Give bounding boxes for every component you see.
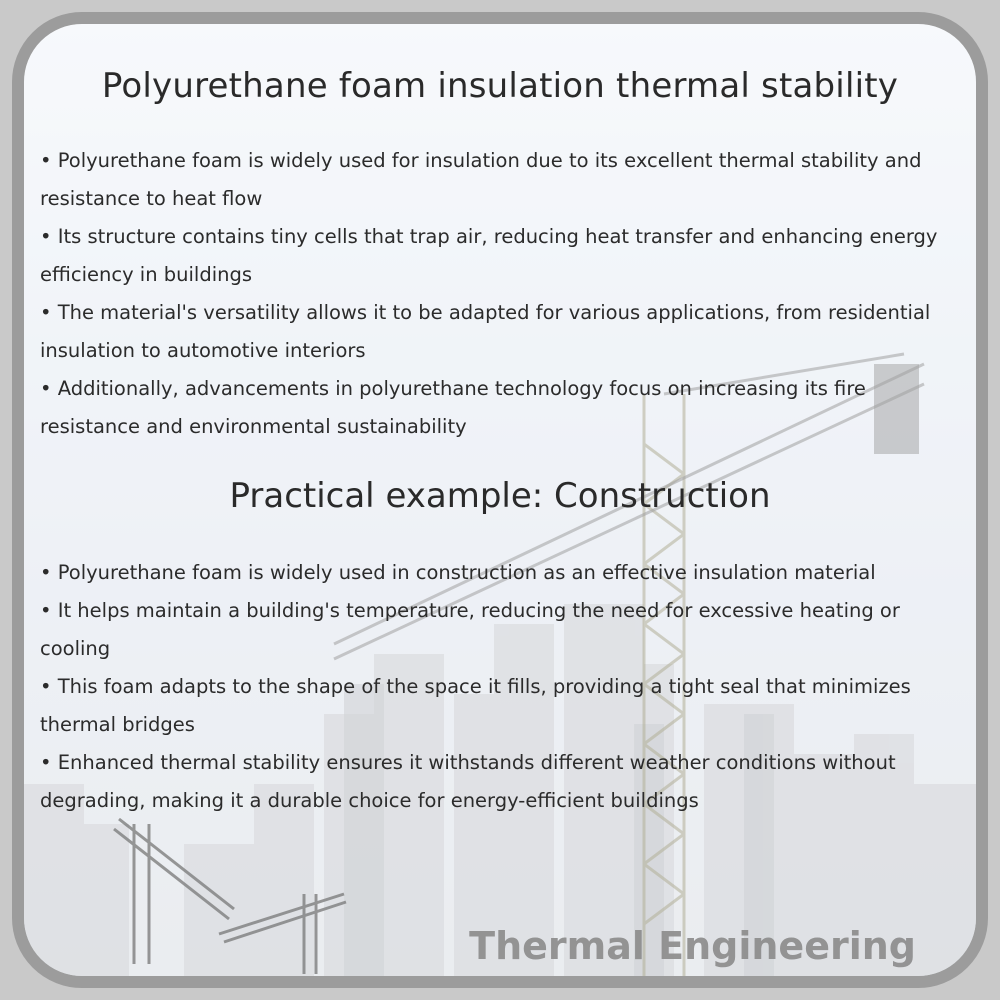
list-item: • Its structure contains tiny cells that trap air, reducing heat transfer and enhancing energy efficiency in buildings <box>40 225 938 286</box>
construction-bullet-list <box>40 554 960 820</box>
section-heading: Practical example: Construction <box>229 476 771 516</box>
page-title: Polyurethane foam insulation thermal stability <box>101 66 899 106</box>
list-item: • This foam adapts to the shape of the space it fills, providing a tight seal that minimizes thermal bridges <box>40 675 911 736</box>
list-item: • Additionally, advancements in polyurethane technology focus on increasing its fire resistance and environmental sustainability <box>40 377 866 438</box>
list-item: • Polyurethane foam is widely used for insulation due to its excellent thermal stability and resistance to heat flow <box>40 149 922 210</box>
list-item: • It helps maintain a building's temperature, reducing the need for excessive heating or cooling <box>40 599 900 660</box>
brand-watermark: Thermal Engineering <box>469 924 916 968</box>
info-card <box>12 12 988 988</box>
list-item: • Polyurethane foam is widely used in construction as an effective insulation material <box>40 561 876 584</box>
list-item: • The material's versatility allows it to be adapted for various applications, from residential insulation to automotive interiors <box>40 301 931 362</box>
list-item: • Enhanced thermal stability ensures it withstands different weather conditions without degrading, making it a durable choice for energy-efficient buildings <box>40 751 896 812</box>
content-area <box>24 24 976 976</box>
thermal-stability-bullet-list <box>40 142 960 446</box>
